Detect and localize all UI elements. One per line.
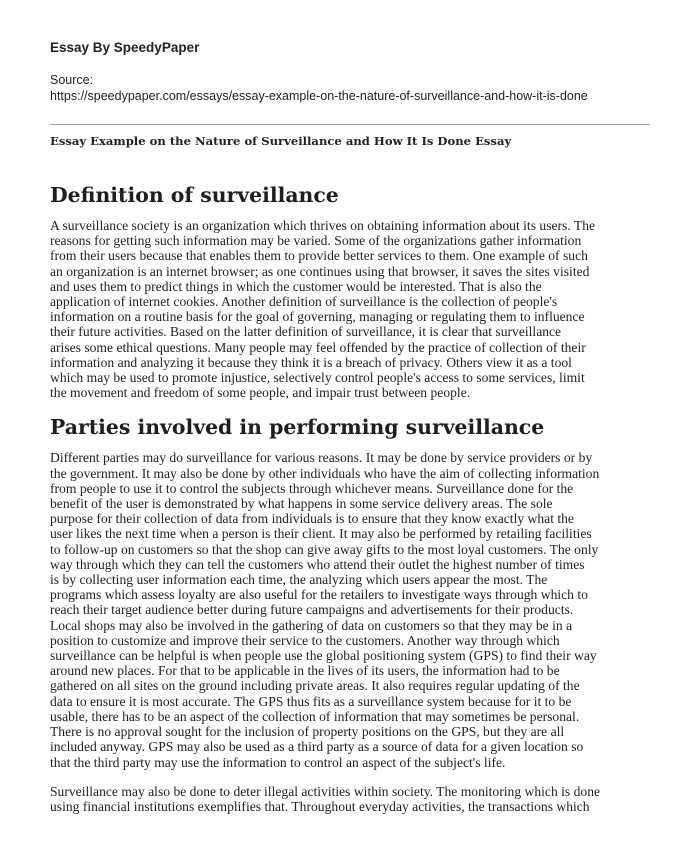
text-line: an organization is an internet browser; as one continues using that browser, it saves the sites visited	[50, 263, 590, 279]
paragraph	[50, 218, 650, 400]
document-title: Essay Example on the Nature of Surveillance and How It Is Done Essay	[50, 134, 512, 148]
text-line: information and analyzing it because they think it is a breach of privacy. Others view it as a tool	[50, 354, 572, 370]
text-line: which may be used to promote injustice, selectively control people's access to some services, limit	[50, 370, 585, 386]
text-line: way through which they can tell the customers who attend their outlet the highest number of times	[50, 556, 585, 572]
text-line: included anyway. GPS may also be used as a third party as a source of data for a given location so	[50, 739, 584, 755]
text-line: from their users because that enables them to provide better services to them. One example of such	[50, 248, 588, 264]
text-line: user likes the next time when a person is their client. It may also be performed by retailing facilities	[50, 526, 592, 542]
text-line: reasons for getting such information may be varied. Some of the organizations gather information	[50, 233, 582, 249]
paragraph	[50, 450, 650, 769]
text-line: arises some ethical questions. Many people may feel offended by the practice of collection of their	[50, 339, 586, 355]
text-line: to follow-up on customers so that the shop can give away gifts to the most loyal customers. The only	[50, 541, 599, 557]
text-line: and uses them to predict things in which the customer would be interested. That is also the	[50, 278, 542, 294]
text-line: the movement and freedom of some people, and impair trust between people.	[50, 385, 471, 401]
text-line: data to ensure it is most accurate. The GPS thus fits as a surveillance system because for it to be	[50, 693, 572, 709]
text-line: is by collecting user information each time, the analyzing which users appear the most. The	[50, 572, 548, 588]
text-line: gathered on all sites on the ground including private areas. It also requires regular updating of the	[50, 678, 580, 694]
text-line: from people to use it to control the subjects through whichever means. Surveillance done for the	[50, 480, 574, 496]
text-line: programs which assess loyalty are also useful for the retailers to investigate ways through which to	[50, 587, 588, 603]
text-line: Different parties may do surveillance for various reasons. It may be done by service providers or by	[50, 450, 593, 466]
text-line: information on a routine basis for the goal of governing, managing or regulating them to influence	[50, 309, 585, 325]
brand-name: Essay By SpeedyPaper	[50, 40, 200, 55]
text-line: position to customize and improve their service to the customers. Another way through which	[50, 632, 560, 648]
text-line: application of internet cookies. Another definition of surveillance is the collection of people's	[50, 294, 558, 310]
text-line: the government. It may also be done by other individuals who have the aim of collecting information	[50, 465, 600, 481]
text-line: around new places. For that to be applicable in the lives of its users, the information had to be	[50, 663, 560, 679]
text-line: reach their target audience better during future campaigns and advertisements for their products.	[50, 602, 574, 618]
text-line: usable, there has to be an aspect of the collection of information that may sometimes be personal.	[50, 708, 580, 724]
text-line: purpose for their collection of data from individuals is to ensure that they know exactly what the	[50, 511, 574, 527]
text-line: their future activities. Based on the latter definition of surveillance, it is clear that surveillance	[50, 324, 562, 340]
text-line: that the third party may use the information to control an aspect of the subject's life.	[50, 754, 506, 770]
text-line: There is no approval sought for the inclusion of property positions on the GPS, but they are all	[50, 724, 565, 740]
text-line: A surveillance society is an organization which thrives on obtaining information about its users. The	[50, 218, 596, 233]
text-line: using financial institutions exemplifies that. Throughout everyday activities, the transactions which	[50, 798, 590, 814]
text-line: Local shops may also be involved in the gathering of data on customers so that they may be in a	[50, 617, 573, 633]
text-line: surveillance can be helpful is when people use the global positioning system (GPS) to find their way	[50, 648, 597, 664]
text-line: Surveillance may also be done to deter illegal activities within society. The monitoring which is done	[50, 783, 601, 799]
paragraph	[50, 784, 650, 814]
header-divider	[50, 124, 650, 125]
source-url: https://speedypaper.com/essays/essay-example-on-the-nature-of-surveillance-and-how-it-is-done	[50, 89, 588, 103]
section-heading-parties: Parties involved in performing surveillance	[50, 415, 545, 440]
essay-body	[50, 182, 650, 828]
text-line: benefit of the user is demonstrated by what happens in some service delivery areas. The sole	[50, 496, 553, 512]
source-label: Source:	[50, 73, 94, 87]
section-heading-definition: Definition of surveillance	[50, 183, 339, 207]
